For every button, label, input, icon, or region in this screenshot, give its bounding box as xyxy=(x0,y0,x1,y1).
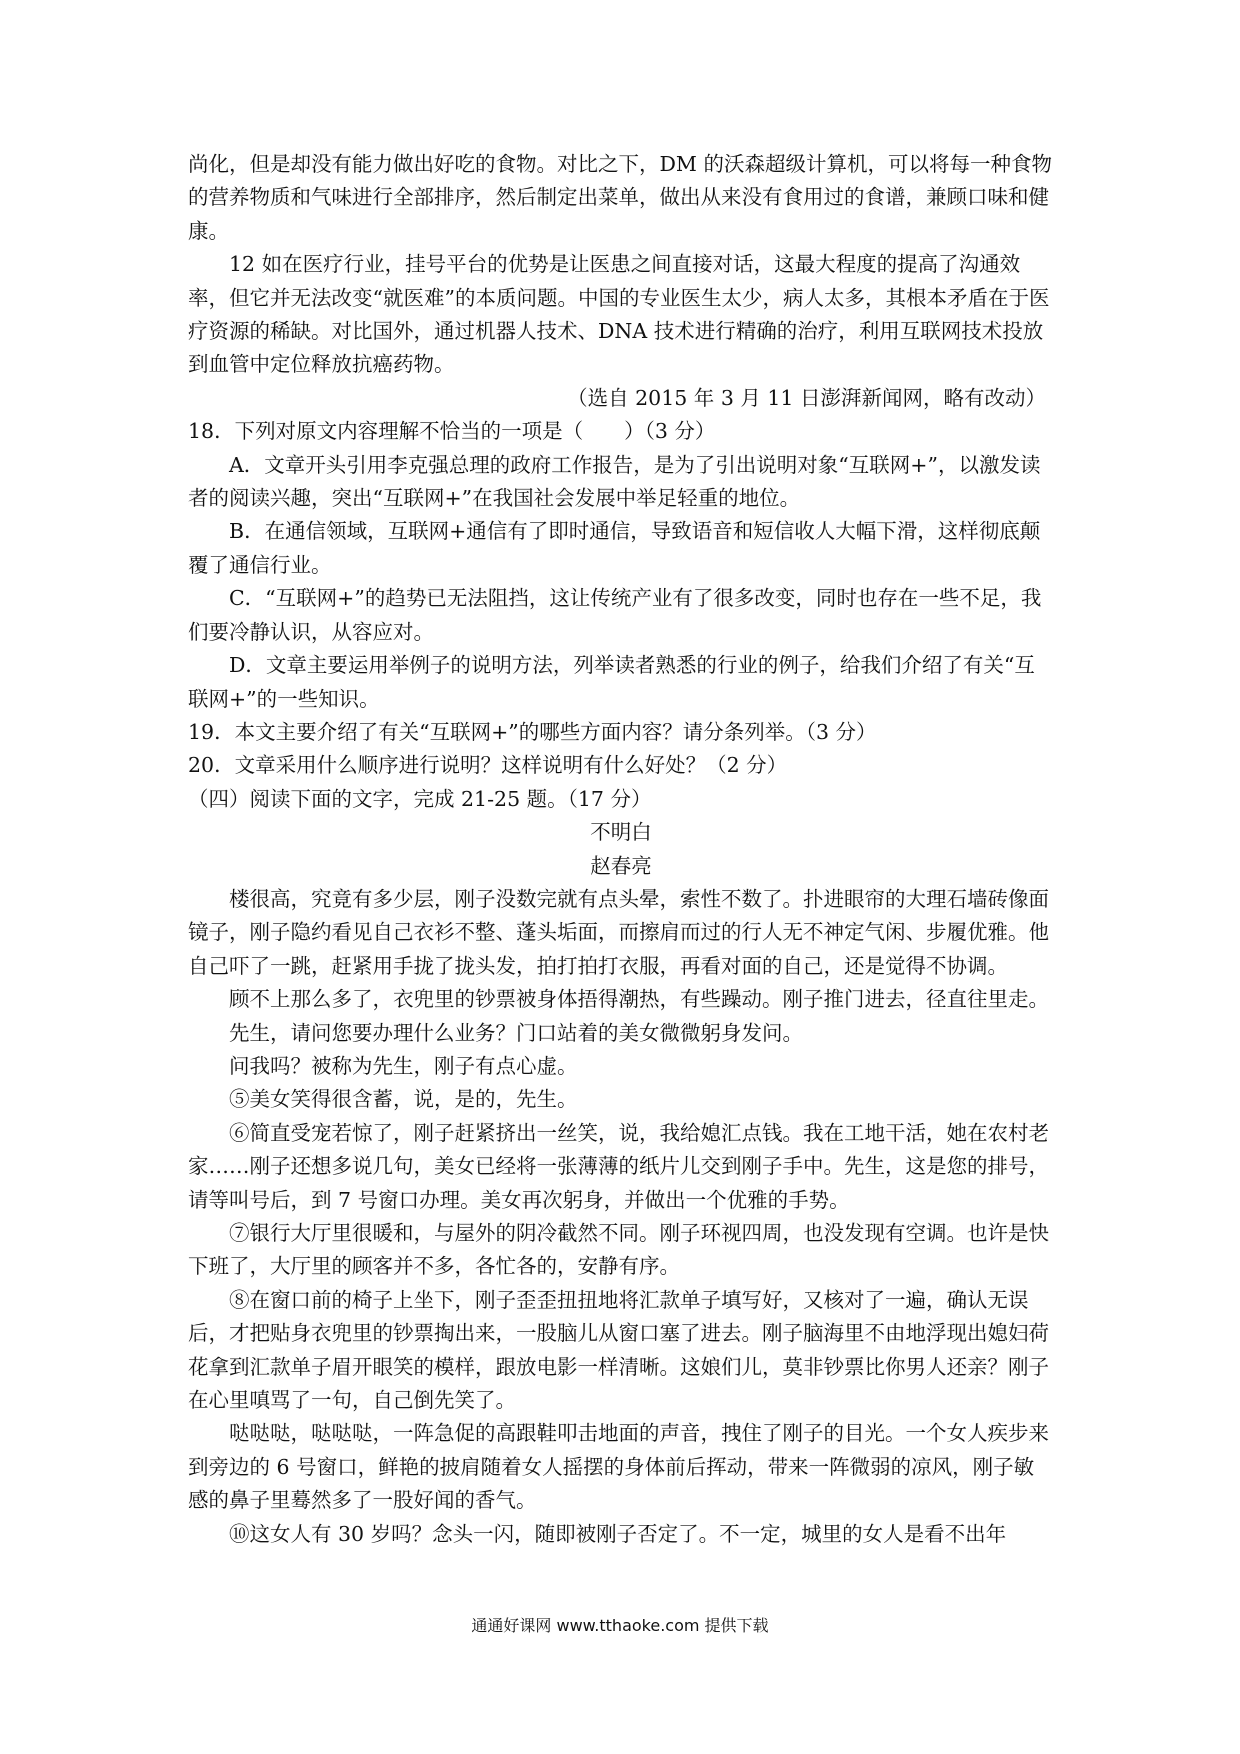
story-paragraph: ⑩这女人有 30 岁吗？念头一闪，随即被刚子否定了。不一定，城里的女人是看不出年 xyxy=(229,1521,1007,1546)
story-title: 不明白 xyxy=(590,820,652,845)
story-paragraph: ⑤美女笑得很含蓄，说，是的，先生。 xyxy=(229,1087,578,1112)
story-author: 赵春亮 xyxy=(590,853,652,878)
question-19: 19．本文主要介绍了有关“互联网+”的哪些方面内容？请分条列举。（3 分） xyxy=(188,719,877,744)
story-paragraph: 楼很高，究竟有多少层，刚子没数完就有点头晕，索性不数了。扑进眼帘的大理石墙砖像面镜子，刚子隐约看见自己衣衫不整、蓬头垢面，而擦肩而过的行人无不神定气闲、步履优雅。他自己吓了一跳，赶紧用手拢了拢头发，拍打拍打衣服，再看对面的自己，还是觉得不协调。 xyxy=(188,886,1049,978)
story-paragraph: 顾不上那么多了，衣兜里的钞票被身体捂得潮热，有些躁动。刚子推门进去，径直往里走。 xyxy=(229,987,1049,1012)
question-18-stem: 18．下列对原文内容理解不恰当的一项是（ ）（3 分） xyxy=(188,419,716,444)
story-paragraph: 哒哒哒，哒哒哒，一阵急促的高跟鞋叩击地面的声音，拽住了刚子的目光。一个女人疾步来到旁边的 6 号窗口，鲜艳的披肩随着女人摇摆的身体前后挥动，带来一阵微弱的凉风，刚子敏感的鼻子里蓦然多了一股好闻的香气。 xyxy=(188,1421,1049,1513)
page-footer: 通通好课网 www.tthaoke.com 提供下载 xyxy=(471,1616,769,1635)
question-18-option-c: C．“互联网+”的趋势已无法阻挡，这让传统产业有了很多改变，同时也存在一些不足，我们要冷静认识，从容应对。 xyxy=(188,586,1042,644)
question-18-option-a: A．文章开头引用李克强总理的政府工作报告，是为了引出说明对象“互联网+”，以激发读者的阅读兴趣，突出“互联网+”在我国社会发展中举足轻重的地位。 xyxy=(188,452,1041,511)
article-paragraph-12: 12 如在医疗行业，挂号平台的优势是让医患之间直接对话，这最大程度的提高了沟通效率，但它并无法改变“就医难”的本质问题。中国的专业医生太少，病人太多，其根本矛盾在于医疗资源的稀缺。对比国外，通过机器人技术、DNA 技术进行精确的治疗，利用互联网技术投放到血管中定位释放抗癌药物。 xyxy=(188,252,1050,377)
article-paragraph-continued: 尚化，但是却没有能力做出好吃的食物。对比之下，DM 的沃森超级计算机，可以将每一种食物的营养物质和气味进行全部排序，然后制定出菜单，做出从来没有食用过的食谱，兼顾口味和健康。 xyxy=(188,152,1052,243)
story-paragraph: 先生，请问您要办理什么业务？门口站着的美女微微躬身发问。 xyxy=(229,1020,803,1045)
document-body xyxy=(188,148,1054,1551)
question-18-option-d: D．文章主要运用举例子的说明方法，列举读者熟悉的行业的例子，给我们介绍了有关“互联网+”的一些知识。 xyxy=(188,653,1035,711)
story-paragraph: ⑥简直受宠若惊了，刚子赶紧挤出一丝笑，说，我给媳汇点钱。我在工地干活，她在农村老家……刚子还想多说几句，美女已经将一张薄薄的纸片儿交到刚子手中。先生，这是您的排号，请等叫号后，到 7 号窗口办理。美女再次躬身，并做出一个优雅的手势。 xyxy=(188,1120,1049,1212)
question-20: 20．文章采用什么顺序进行说明？这样说明有什么好处？（2 分） xyxy=(188,753,788,778)
article-source: （选自 2015 年 3 月 11 日澎湃新闻网，略有改动） xyxy=(567,385,1046,410)
story-paragraph: ⑧在窗口前的椅子上坐下，刚子歪歪扭扭地将汇款单子填写好，又核对了一遍，确认无误后，才把贴身衣兜里的钞票掏出来，一股脑儿从窗口塞了进去。刚子脑海里不由地浮现出媳妇荷花拿到汇款单子眉开眼笑的模样，跟放电影一样清晰。这娘们儿，莫非钞票比你男人还亲？刚子在心里嗔骂了一句，自己倒先笑了。 xyxy=(188,1287,1049,1413)
story-paragraph: ⑦银行大厅里很暖和，与屋外的阴冷截然不同。刚子环视四周，也没发现有空调。也许是快下班了，大厅里的顾客并不多，各忙各的，安静有序。 xyxy=(188,1221,1049,1279)
question-18-option-b: B．在通信领域，互联网+通信有了即时通信，导致语音和短信收人大幅下滑，这样彻底颠覆了通信行业。 xyxy=(188,519,1041,577)
section-4-heading: （四）阅读下面的文字，完成 21-25 题。（17 分） xyxy=(188,786,652,811)
story-paragraph: 问我吗？被称为先生，刚子有点心虚。 xyxy=(229,1053,578,1078)
